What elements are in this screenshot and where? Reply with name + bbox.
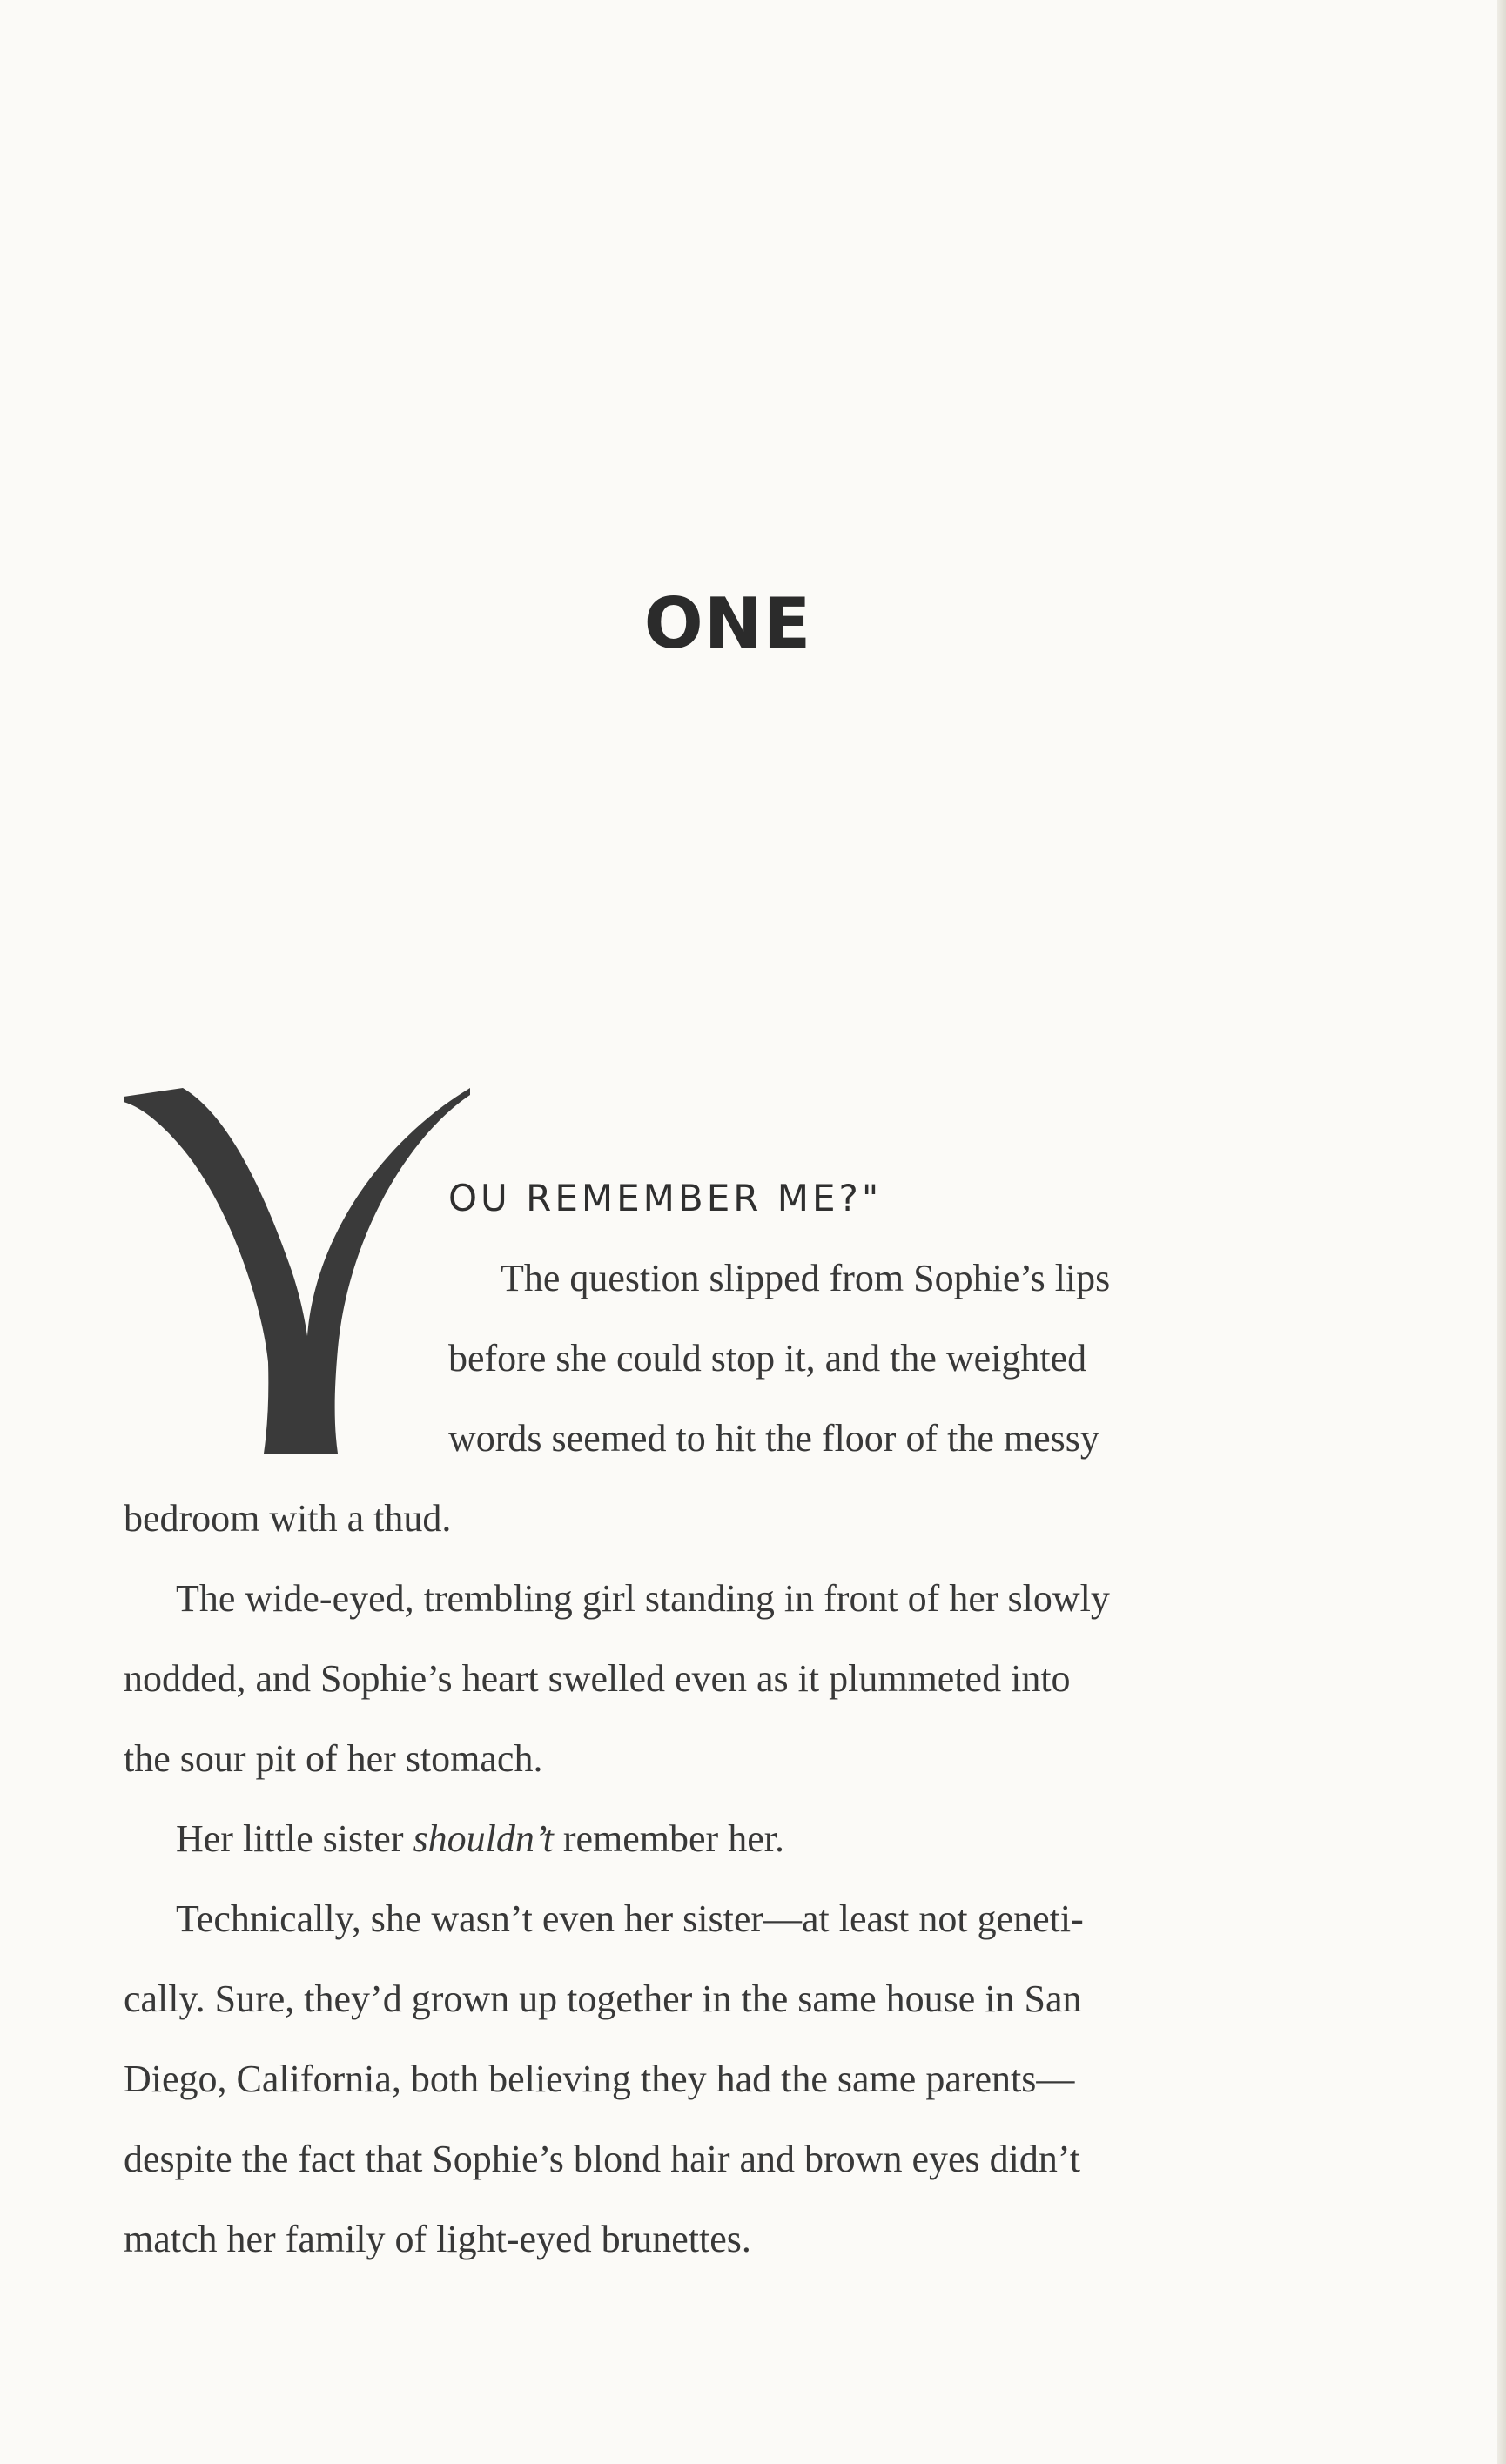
body-line: despite the fact that Sophie’s blond hair and brown eyes didn’t	[124, 2138, 1080, 2180]
emphasized-word: shouldn’t	[413, 1817, 554, 1860]
opening-line: before she could stop it, and the weighted	[448, 1337, 1087, 1380]
body-text: Her little sister	[176, 1817, 413, 1860]
drop-cap-y	[122, 1088, 470, 1462]
opening-line: The question slipped from Sophie’s lips	[501, 1257, 1111, 1299]
chapter-body	[124, 1479, 1334, 2279]
body-line: match her family of light-eyed brunettes.	[124, 2218, 751, 2260]
body-line: the sour pit of her stomach.	[124, 1737, 543, 1780]
chapter-title: ONE	[643, 583, 812, 664]
body-text: remember her.	[553, 1817, 784, 1860]
body-line: nodded, and Sophie’s heart swelled even as it plummeted into	[124, 1657, 1071, 1700]
opening-line: words seemed to hit the floor of the messy	[448, 1417, 1099, 1460]
body-line: The wide-eyed, trembling girl standing in front of her slowly	[176, 1577, 1110, 1620]
body-line: Diego, California, both believing they had the same parents—	[124, 2058, 1075, 2100]
body-line	[124, 1799, 1334, 1879]
opening-paragraph	[448, 1158, 1332, 1479]
body-line: cally. Sure, they’d grown up together in the same house in San	[124, 1977, 1082, 2020]
page-edge	[1497, 0, 1506, 2464]
opening-line: OU REMEMBER ME?"	[448, 1177, 883, 1219]
body-line: Technically, she wasn’t even her sister—at least not geneti-	[176, 1897, 1084, 1940]
body-line: bedroom with a thud.	[124, 1497, 452, 1540]
